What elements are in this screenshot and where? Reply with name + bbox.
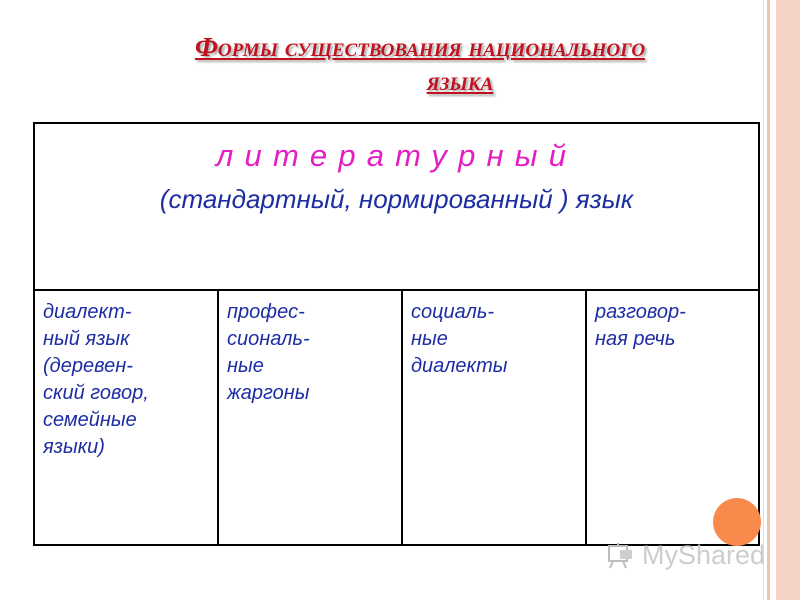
watermark (606, 538, 765, 572)
presentation-board-icon (606, 540, 636, 570)
slide-title-line-1: Формы существования национального (194, 32, 646, 62)
header-literary-word: литературный (215, 138, 578, 173)
watermark-text: MyShared (642, 539, 766, 570)
table-cell-dialect (34, 290, 218, 545)
slide-title (50, 28, 770, 100)
slide-title-line-2: языка (426, 66, 494, 96)
cell-text: социаль- ные диалекты (411, 301, 508, 377)
header-subtitle: (стандартный, нормированный ) язык (159, 184, 634, 214)
decorative-border-stripe (776, 0, 800, 600)
cell-text: диалект- ный язык (деревен- ский говор, семейные языки) (43, 301, 149, 458)
table-header-cell (34, 123, 759, 290)
cell-text: профес- сиональ- ные жаргоны (227, 301, 310, 404)
language-forms-table (33, 122, 760, 546)
table-cell-social-dialects (402, 290, 586, 545)
table-cell-jargon (218, 290, 402, 545)
cell-text: разговор- ная речь (595, 301, 686, 350)
